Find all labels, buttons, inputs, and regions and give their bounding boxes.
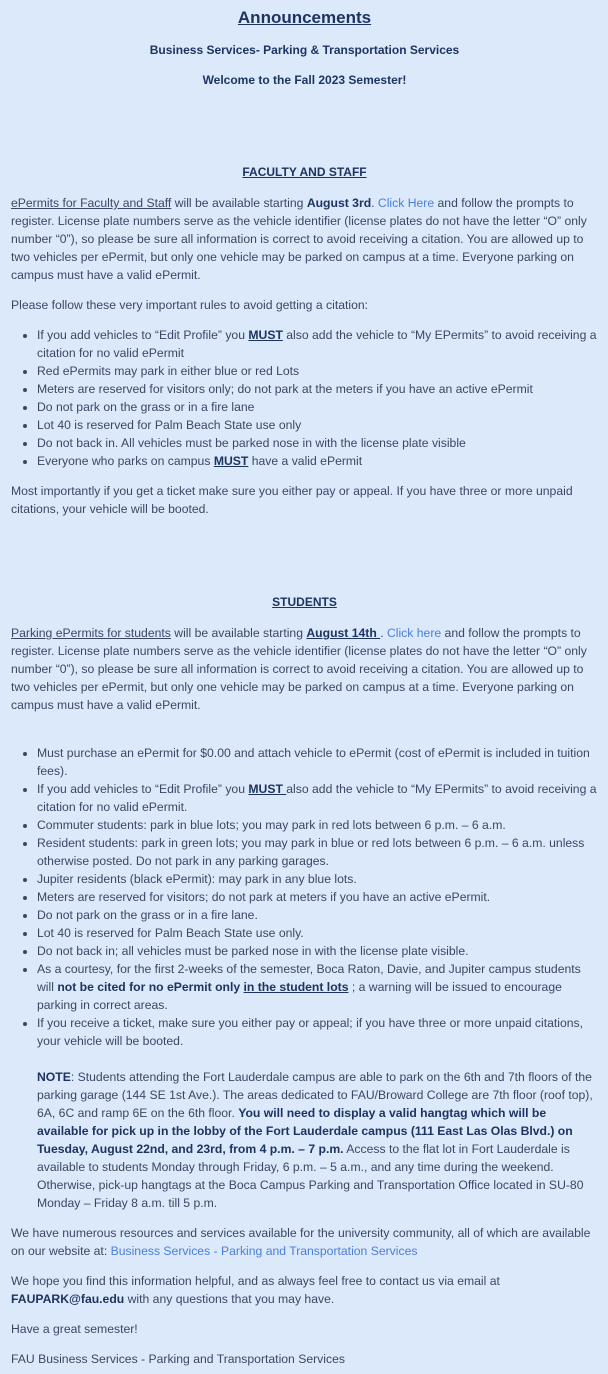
faculty-section xyxy=(11,164,598,518)
students-intro: Parking ePermits for students will be available starting August 14th . Click here and follow the prompts to register. License plate numbers serve as the vehicle identifier (license plates do not have the letter “O” only number “0”), so please be sure all information is correct to avoid receiving a citation. You are allowed up to two vehicles per ePermit, but only one vehicle may be parked on campus at a time. Everyone parking on campus must have a valid ePermit. xyxy=(11,626,587,712)
list-item: • Lot 40 is reserved for Palm Beach State use only. xyxy=(37,924,598,942)
list-item: • Everyone who parks on campus MUST have a valid ePermit xyxy=(37,452,598,470)
faculty-intro: ePermits for Faculty and Staff will be available starting August 3rd. Click Here and follow the prompts to register. License plate numbers serve as the vehicle identifier (license plates do not have the letter “O” only number “0”), so please be sure all information is correct to avoid receiving a citation. You are allowed up to two vehicles per ePermit, but only one vehicle may be parked on campus at a time. Everyone parking on campus must have a valid ePermit. xyxy=(11,196,587,282)
page-title: Announcements xyxy=(237,8,372,27)
welcome-message: Welcome to the Fall 2023 Semester! xyxy=(202,73,407,87)
faculty-rules-intro: Please follow these very important rules to avoid getting a citation: xyxy=(11,298,369,312)
students-epermits-link[interactable]: Parking ePermits for students xyxy=(11,626,171,640)
list-item: • Lot 40 is reserved for Palm Beach State use only xyxy=(37,416,598,434)
list-item: • Do not back in; all vehicles must be parked nose in with the license plate visible. xyxy=(37,942,598,960)
list-item: • Red ePermits may park in either blue or red Lots xyxy=(37,362,598,380)
page-subtitle: Business Services- Parking & Transportation Services xyxy=(149,43,460,57)
list-item: • Do not park on the grass or in a fire lane xyxy=(37,398,598,416)
list-item: • Do not back in. All vehicles must be parked nose in with the license plate visible xyxy=(37,434,598,452)
fort-lauderdale-note: NOTE: Students attending the Fort Lauderdale campus are able to park on the 6th and 7th floors of the parking garage (144 SE 1st Ave.). The areas dedicated to FAU/Broward College are 7th floor (roof top), 6A, 6C and ramp 6E on the 6th floor. You will need to display a valid hangtag which will be available for pick up in the lobby of the Fort Lauderdale campus (111 East Las Olas Blvd.) on Tuesday, August 22nd, and 23rd, from 4 p.m. – 7 p.m. Access to the flat lot in Fort Lauderdale is available to students Monday through Friday, 6 p.m. – 5 a.m., and any time during the weekend. Otherwise, pick-up hangtags at the Boca Campus Parking and Transportation Office located in SU-80 Monday – Friday 8 a.m. till 5 p.m. xyxy=(37,1070,593,1210)
students-section xyxy=(11,594,598,1212)
note-label: NOTE xyxy=(37,1070,71,1084)
list-item: • Do not park on the grass or in a fire lane. xyxy=(37,906,598,924)
list-item: • Jupiter residents (black ePermit): may park in any blue lots. xyxy=(37,870,598,888)
faculty-closing: Most importantly if you get a ticket make sure you either pay or appeal. If you have three or more unpaid citations, your vehicle will be booted. xyxy=(11,484,573,516)
list-item: • Meters are reserved for visitors only; do not park at the meters if you have an active ePermit xyxy=(37,380,598,398)
farewell: Have a great semester! xyxy=(11,1322,138,1336)
list-item: • Must purchase an ePermit for $0.00 and attach vehicle to ePermit (cost of ePermit is included in tuition fees). xyxy=(37,744,598,780)
faculty-heading: FACULTY AND STAFF xyxy=(242,165,367,179)
students-heading: STUDENTS xyxy=(272,595,337,609)
list-item: • Meters are reserved for visitors; do not park at meters if you have an active ePermit. xyxy=(37,888,598,906)
list-item-courtesy: • As a courtesy, for the first 2-weeks of the semester, Boca Raton, Davie, and Jupiter campus students will not be cited for no ePermit only in the student lots ; a warning will be issued to encourage parking in correct areas. xyxy=(37,960,598,1014)
faculty-epermits-link[interactable]: ePermits for Faculty and Staff xyxy=(11,196,172,210)
footer-section xyxy=(11,1224,598,1368)
faculty-click-here-link[interactable]: Click Here xyxy=(377,196,435,210)
contact-paragraph: We hope you find this information helpful, and as always feel free to contact us via email at FAUPARK@fau.edu with any questions that you may have. xyxy=(11,1274,500,1306)
resources-paragraph: We have numerous resources and services available for the university community, all of which are available on our website at: Business Services - Parking and Transportation Services xyxy=(11,1226,591,1258)
students-start-date: August 14th xyxy=(306,626,381,640)
students-click-here-link[interactable]: Click here xyxy=(386,626,442,640)
list-item: • Resident students: park in green lots; you may park in blue or red lots between 6 p.m. – 6 a.m. unless otherwise posted. Do not park in any parking garages. xyxy=(37,834,598,870)
parking-services-link[interactable]: Business Services - Parking and Transportation Services xyxy=(110,1244,418,1258)
contact-email: FAUPARK@fau.edu xyxy=(11,1292,125,1306)
list-item-ticket: • If you receive a ticket, make sure you either pay or appeal; if you have three or more unpaid citations, your vehicle will be booted. xyxy=(37,1014,598,1050)
students-rules-list xyxy=(11,744,598,1050)
faculty-rules-list xyxy=(11,326,598,470)
list-item: • If you add vehicles to “Edit Profile” you MUST also add the vehicle to “My EPermits” to avoid receiving a citation for no valid ePermit. xyxy=(37,780,598,816)
list-item: • Commuter students: park in blue lots; you may park in red lots between 6 p.m. – 6 a.m. xyxy=(37,816,598,834)
signature: FAU Business Services - Parking and Transportation Services xyxy=(11,1352,345,1366)
faculty-start-date: August 3rd xyxy=(306,196,372,210)
list-item: • If you add vehicles to “Edit Profile” you MUST also add the vehicle to “My EPermits” to avoid receiving a citation for no valid ePermit xyxy=(37,326,598,362)
